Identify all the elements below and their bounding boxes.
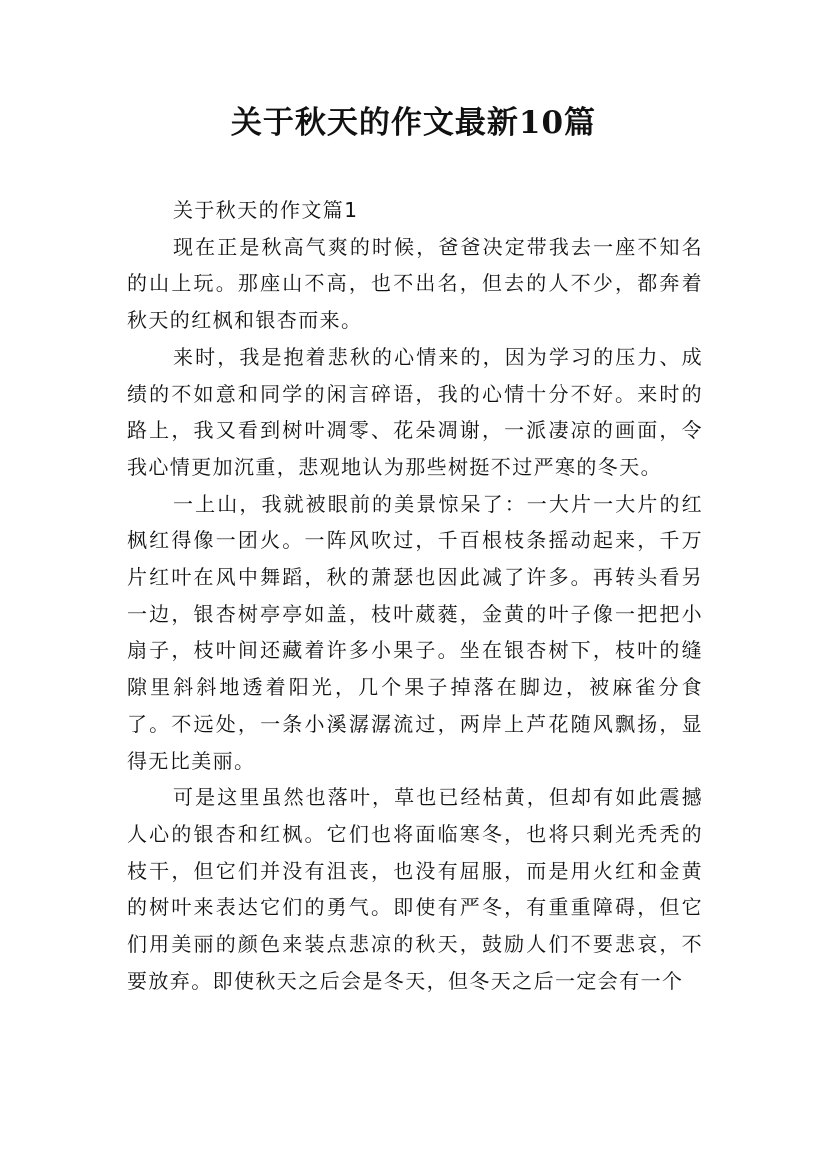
paragraph-4: 可是这里虽然也落叶，草也已经枯黄，但却有如此震撼人心的银杏和红枫。它们也将面临寒冬，也将只剩光秃秃的枝干，但它们并没有沮丧，也没有屈服，而是用火红和金黄的树叶来表达它们的勇气。即使有严冬，有重重障碍，但它们用美丽的颜色来装点悲凉的秋天，鼓励人们不要悲哀，不要放弃。即使秋天之后会是冬天，但冬天之后一定会有一个 <box>127 785 703 993</box>
document-title: 关于秋天的作文最新10篇 <box>230 105 597 141</box>
paragraph-3: 一上山，我就被眼前的美景惊呆了：一大片一大片的红枫红得像一团火。一阵风吹过，千百根枝条摇动起来，千万片红叶在风中舞蹈，秋的萧瑟也因此减了许多。再转头看另一边，银杏树亭亭如盖，枝叶葳蕤，金黄的叶子像一把把小扇子，枝叶间还藏着许多小果子。坐在银杏树下，枝叶的缝隙里斜斜地透着阳光，几个果子掉落在脚边，被麻雀分食了。不远处，一条小溪潺潺流过，两岸上芦花随风飘扬，显得无比美丽。 <box>127 491 703 773</box>
paragraph-1: 现在正是秋高气爽的时候，爸爸决定带我去一座不知名的山上玩。那座山不高，也不出名，但去的人不少，都奔着秋天的红枫和银杏而来。 <box>127 234 703 333</box>
document-body <box>127 192 703 999</box>
section-subtitle: 关于秋天的作文篇1 <box>173 198 359 222</box>
paragraph-2: 来时，我是抱着悲秋的心情来的，因为学习的压力、成绩的不如意和同学的闲言碎语，我的心情十分不好。来时的路上，我又看到树叶凋零、花朵凋谢，一派凄凉的画面，令我心情更加沉重，悲观地认为那些树挺不过严寒的冬天。 <box>127 344 703 479</box>
